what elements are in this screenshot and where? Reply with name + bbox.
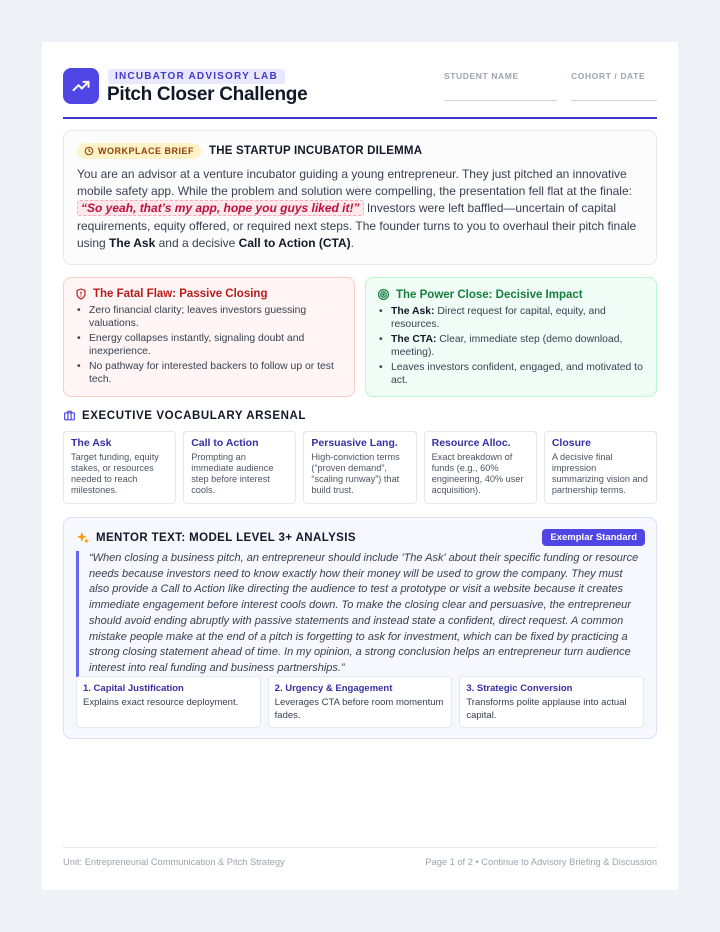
vocab-card: Call to Action Prompting an immediate audience step before interest cools. xyxy=(183,431,296,504)
power-close-title: The Power Close: Decisive Impact xyxy=(396,288,583,301)
list-item: • Leaves investors confident, engaged, and motivated to act. xyxy=(377,362,645,387)
criteria-card: 1. Capital Justification Explains exact resource deployment. xyxy=(76,676,261,728)
brief-title: THE STARTUP INCUBATOR DILEMMA xyxy=(209,145,423,157)
footer-unit: Unit: Entrepreneurial Communication & Pitch Strategy xyxy=(63,857,285,867)
workplace-brief xyxy=(63,130,657,265)
cohort-date-label: COHORT / DATE xyxy=(571,71,646,81)
list-item: • Energy collapses instantly, signaling doubt and inexperience. xyxy=(75,333,343,358)
model-answer-quote: “When closing a business pitch, an entrepreneur should include 'The Ask' about their specific funding or resource needs because investors need to know exactly how their money will be used to grow the company. They must also provide a Call to Action like directing the audience to test a prototype or visit a website because it creates immediate engagement before interest cools down. To make the closing clear and persuasive, the entrepreneur should avoid ending abruptly with passive statements and instead state a confident, direct request. A common mistake people make at the end of a pitch is forgetting to ask for investment, which can be fixed by practicing a strong closing statement ahead of time. In my opinion, a strong conclusion helps an entrepreneur turn audience interest into real funding and business partnerships.” xyxy=(76,551,644,677)
fatal-flaw-title: The Fatal Flaw: Passive Closing xyxy=(93,288,268,300)
vocab-card: Resource Alloc. Exact breakdown of funds (e.g., 60% engineering, 40% user acquisition). xyxy=(424,431,537,504)
criteria-card: 2. Urgency & Engagement Leverages CTA before room momentum fades. xyxy=(268,676,453,728)
target-icon xyxy=(377,288,390,301)
list-item: • No pathway for interested backers to follow up or test tech. xyxy=(75,361,343,386)
mentor-heading: MENTOR TEXT: MODEL LEVEL 3+ ANALYSIS xyxy=(76,531,356,545)
student-name-field[interactable] xyxy=(444,100,557,101)
power-close-card xyxy=(365,277,657,397)
mentor-text-panel xyxy=(63,517,657,739)
brief-text: You are an advisor at a venture incubator guiding a young entrepreneur. They just pitched an innovative mobile safety app. While the problem and solution were compelling, the presentation fell flat at the finale: “So yeah, that’s my app, hope you guys liked it!” Investors were left baffled—uncertain of capital requirements, equity offered, or required next steps. The founder turns to you to overhaul their pitch finale using The Ask and a decisive Call to Action (CTA). xyxy=(77,167,637,250)
sparkles-icon xyxy=(76,531,90,545)
vocab-card: Persuasive Lang. High-conviction terms (“proven demand”, “scaling runway”) that build trust. xyxy=(303,431,416,504)
briefcase-icon xyxy=(63,409,76,422)
footer-page-info: Page 1 of 2 • Continue to Advisory Briefing & Discussion xyxy=(425,857,657,867)
workplace-brief-badge: WORKPLACE BRIEF xyxy=(77,143,201,159)
passive-quote: “So yeah, that’s my app, hope you guys liked it!” xyxy=(77,200,364,216)
criteria-row xyxy=(76,676,644,728)
fatal-flaw-card xyxy=(63,277,355,397)
lab-tag: INCUBATOR ADVISORY LAB xyxy=(108,69,285,84)
trending-up-icon xyxy=(63,68,99,104)
worksheet-page xyxy=(42,42,678,890)
vocabulary-cards xyxy=(63,431,657,504)
vocab-card: The Ask Target funding, equity stakes, or resources needed to reach milestones. xyxy=(63,431,176,504)
list-item: • Zero financial clarity; leaves investors guessing valuations. xyxy=(75,305,343,330)
list-item: • The Ask: Direct request for capital, equity, and resources. xyxy=(377,306,645,331)
criteria-card: 3. Strategic Conversion Transforms polite applause into actual capital. xyxy=(459,676,644,728)
header-divider xyxy=(63,117,657,119)
clock-icon xyxy=(84,146,94,156)
shield-alert-icon xyxy=(75,288,87,300)
student-name-label: STUDENT NAME xyxy=(444,71,519,81)
vocab-card: Closure A decisive final impression summarizing vision and partnership terms. xyxy=(544,431,657,504)
vocabulary-heading: EXECUTIVE VOCABULARY ARSENAL xyxy=(63,409,306,422)
cohort-date-field[interactable] xyxy=(571,100,657,101)
list-item: • The CTA: Clear, immediate step (demo download, meeting). xyxy=(377,334,645,359)
page-title: Pitch Closer Challenge xyxy=(107,84,308,105)
exemplar-badge: Exemplar Standard xyxy=(542,529,645,546)
footer-divider xyxy=(63,847,657,848)
